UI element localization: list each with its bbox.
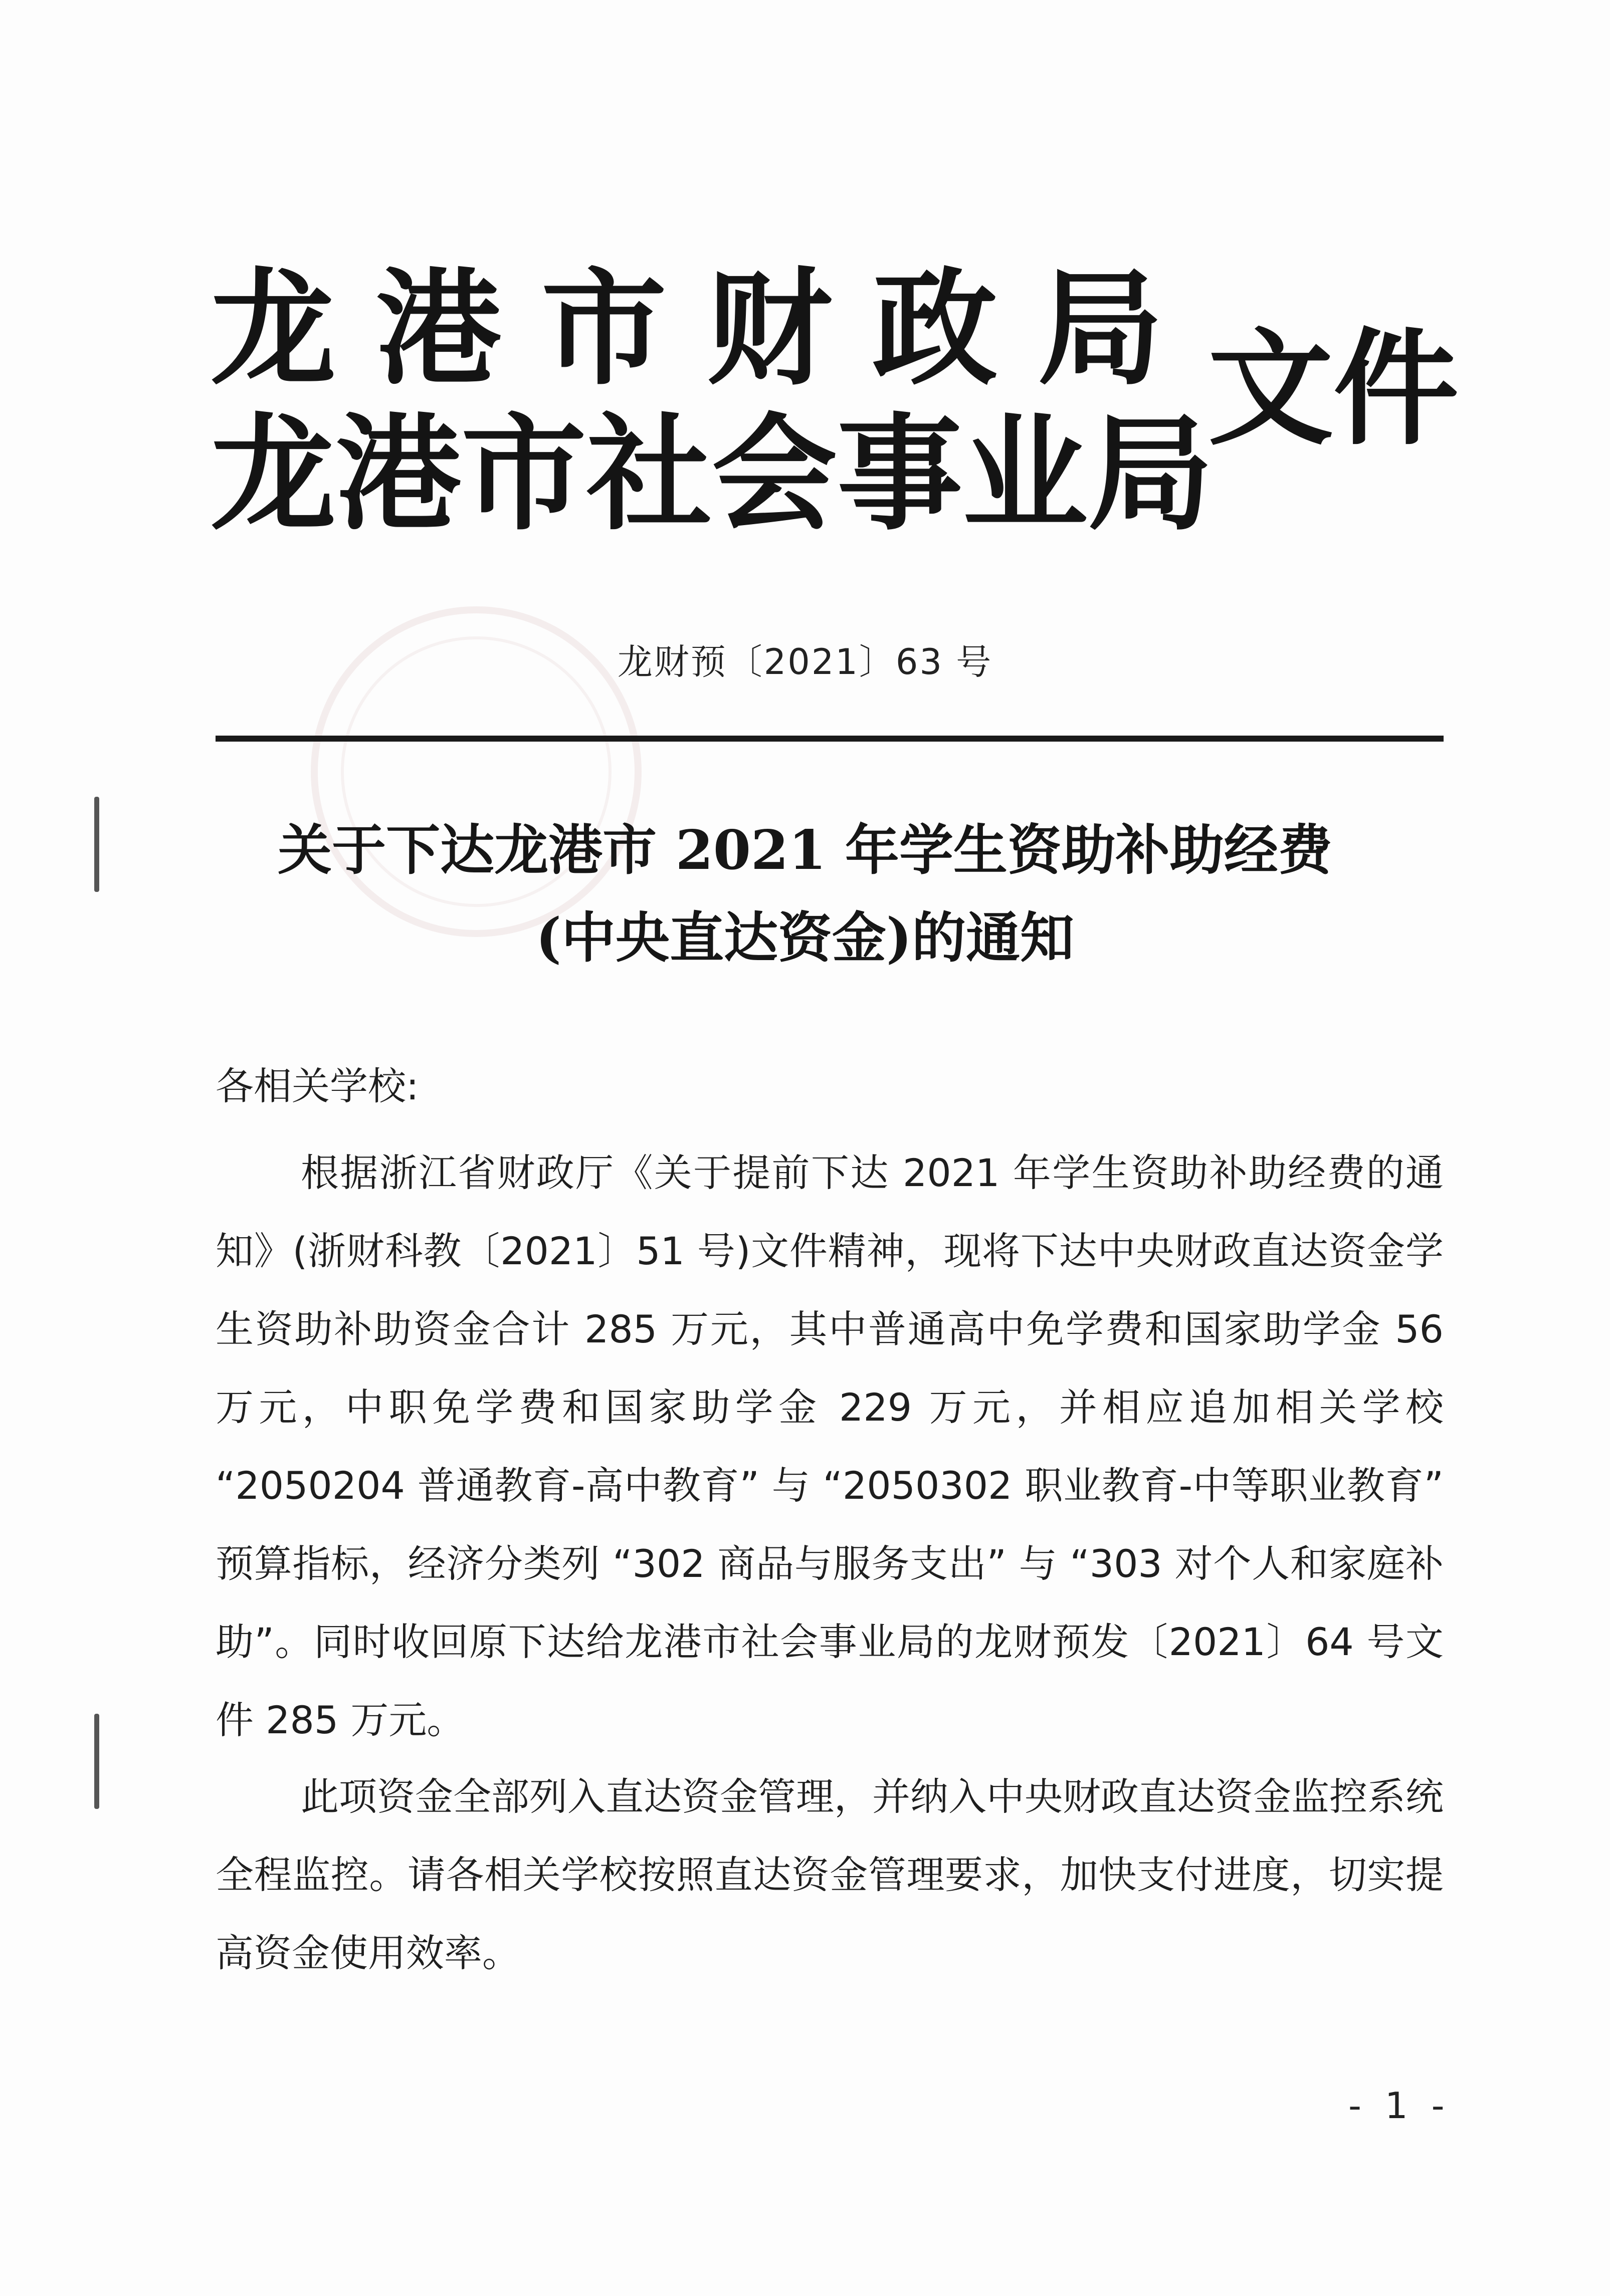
document-number: 龙财预〔2021〕63 号	[617, 641, 993, 682]
title-line-1: 关于下达龙港市 2021 年学生资助补助经费	[278, 819, 1332, 882]
issuer-line-2-char: 港	[336, 400, 461, 547]
page-number: - 1 -	[1348, 2085, 1451, 2127]
issuer-line-1-char: 市	[541, 255, 667, 402]
body-paragraph-1: 根据浙江省财政厅《关于提前下达 2021 年学生资助补助经费的通知》(浙财科教〔2021〕51 号)文件精神，现将下达中央财政直达资金学生资助补助资金合计 285 万元，其中普通高中免学费和国家助学金 56 万元，中职免学费和国家助学金 229 万元，并相应追加相关学校 “2050204 普通教育-高中教育” 与 “2050302 职业教育-中等职业教育” 预算指标，经济分类列 “302 商品与服务支出” 与 “303 对个人和家庭补助”。同时收回原下达给龙港市社会事业局的龙财预发〔2021〕64 号文件 285 万元。	[216, 1151, 1444, 1742]
issuer-line-2-char: 会	[712, 400, 837, 547]
document-title	[0, 807, 1610, 982]
issuer-line-1-char: 港	[376, 255, 501, 402]
issuer-line-1-char: 龙	[211, 255, 336, 402]
issuer-line-1-char: 局	[1038, 255, 1163, 402]
salutation: 各相关学校:	[216, 1064, 419, 1108]
issuer-line-2-char: 市	[461, 400, 586, 547]
header-divider-line	[216, 736, 1444, 742]
issuer-line-2-char: 业	[962, 400, 1088, 547]
body-paragraph-2: 此项资金全部列入直达资金管理，并纳入中央财政直达资金监控系统全程监控。请各相关学校按照直达资金管理要求，加快支付进度，切实提高资金使用效率。	[216, 1774, 1444, 1975]
document-word: 文件	[1208, 315, 1459, 462]
title-line-2: (中央直达资金)的通知	[535, 906, 1075, 970]
binding-mark-bottom	[94, 1714, 99, 1809]
issuer-finance-bureau	[211, 255, 1163, 402]
issuer-line-1-char: 政	[872, 255, 997, 402]
issuer-social-affairs-bureau	[211, 400, 1213, 547]
issuer-line-2-char: 龙	[211, 400, 336, 547]
issuer-line-2-char: 局	[1088, 400, 1213, 547]
issuer-line-2-char: 社	[586, 400, 712, 547]
issuer-line-2-char: 事	[837, 400, 962, 547]
issuer-block	[211, 255, 1213, 547]
issuer-line-1-char: 财	[707, 255, 832, 402]
